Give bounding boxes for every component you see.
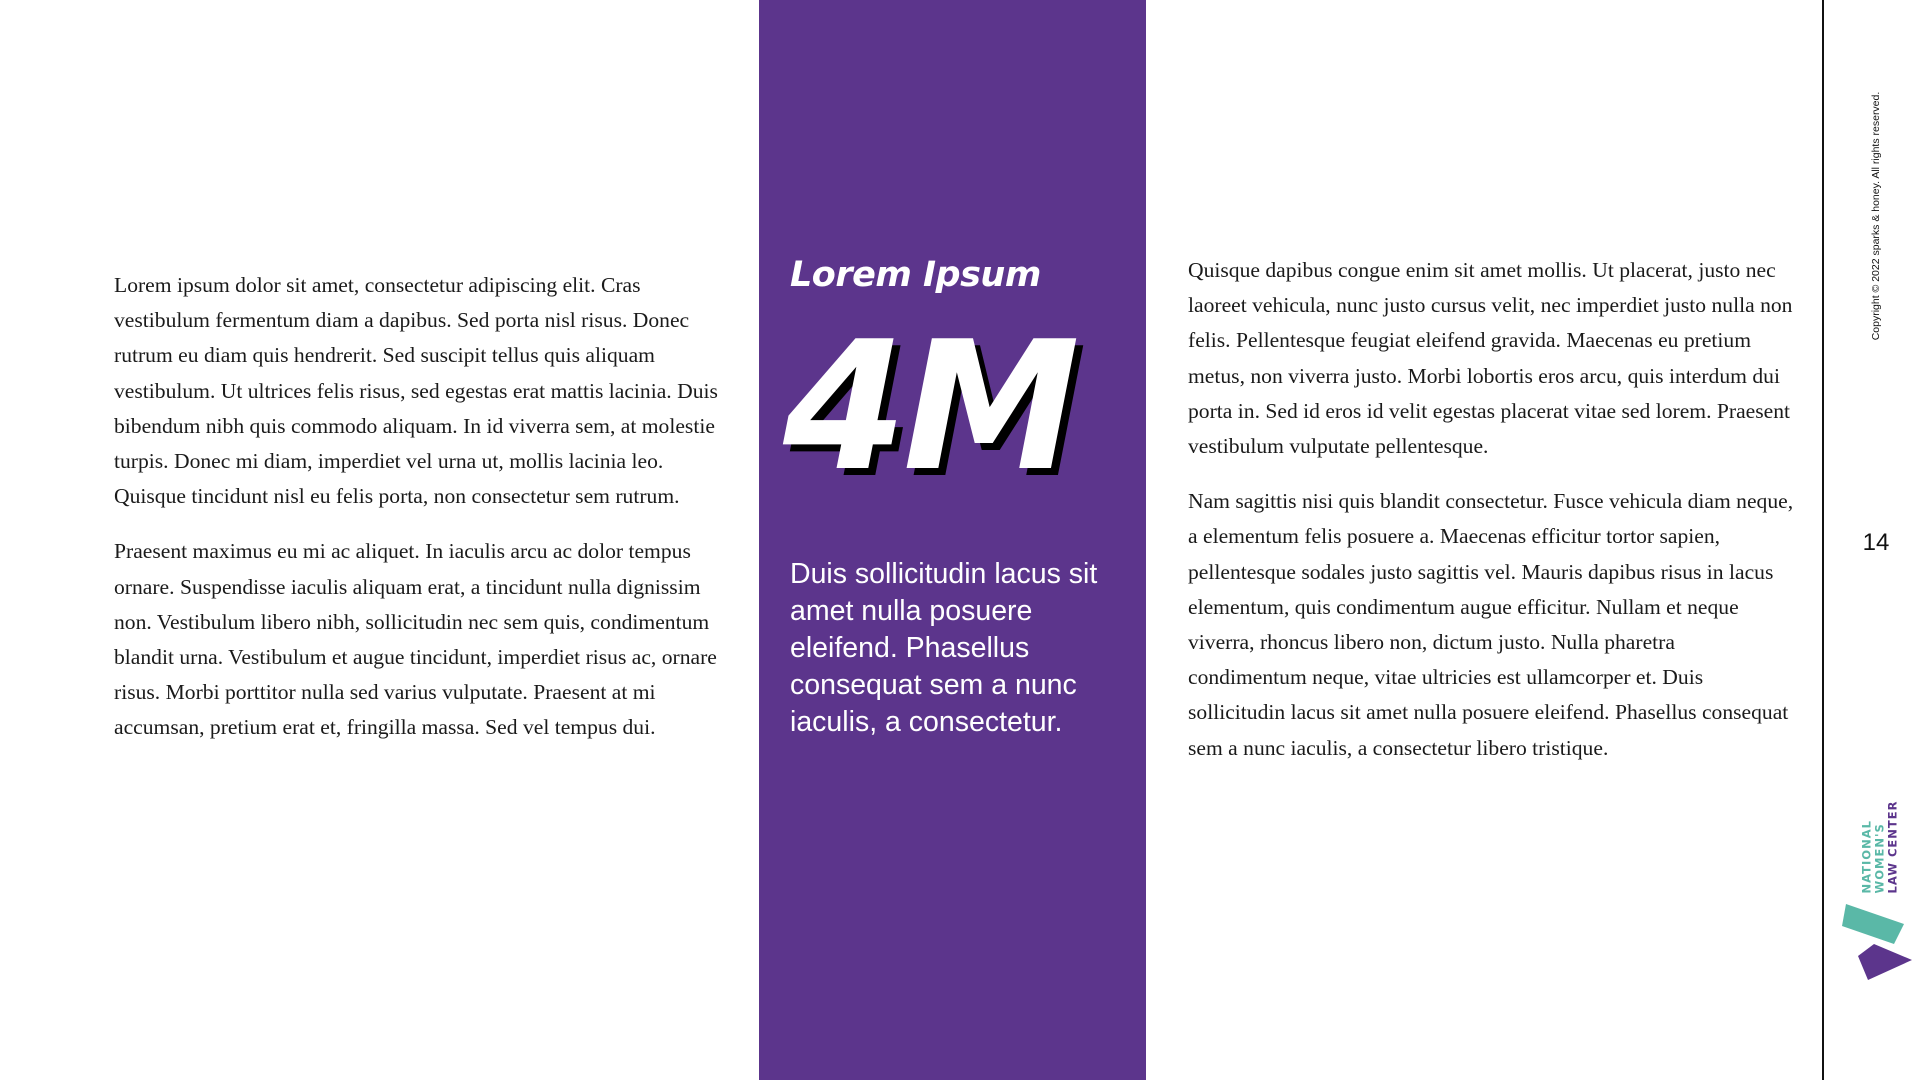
- logo-line-law-center: LAW CENTER: [1885, 800, 1900, 894]
- vertical-divider: [1822, 0, 1824, 1080]
- logo-wordmark: [1861, 801, 1900, 894]
- left-paragraph-1: Lorem ipsum dolor sit amet, consectetur adipiscing elit. Cras vestibulum fermentum diam a dapibus. Sed porta nisl risus. Donec rutrum eu diam quis hendrerit. Sed suscipit tellus quis aliquam vestibulum. Ut ultrices felis risus, sed egestas erat mattis lacinia. Duis bibendum nibh quis commodo aliquam. In id viverra sem, at molestie turpis. Donec mi diam, imperdiet vel urna ut, mollis lacinia leo. Quisque tincidunt nisl eu felis porta, non consectetur sem rutrum.: [114, 273, 718, 509]
- callout-panel: [759, 0, 1146, 1080]
- callout-stat: 4M: [783, 303, 1076, 510]
- callout-body: Duis sollicitudin lacus sit amet nulla posuere eleifend. Phasellus consequat sem a nunc iaculis, a consectetur.: [790, 558, 1098, 738]
- page-number: 14: [1862, 529, 1890, 556]
- left-text-column: [114, 268, 724, 766]
- callout-heading: Lorem Ipsum: [790, 255, 1041, 295]
- left-paragraph-2: Praesent maximus eu mi ac aliquet. In iaculis arcu ac dolor tempus ornare. Suspendisse iaculis aliquam erat, a tincidunt nulla dignissim non. Vestibulum libero nibh, sollicitudin nec sem quis, condimentum blandit urna. Vestibulum et augue tincidunt, imperdiet risus ac, ornare risus. Morbi porttitor nulla sed varius vulputate. Praesent at mi accumsan, pretium erat et, fringilla massa. Sed vel tempus dui.: [114, 539, 717, 740]
- right-paragraph-1: Quisque dapibus congue enim sit amet mollis. Ut placerat, justo nec laoreet vehicula, nunc justo cursus velit, nec imperdiet justo nulla non felis. Pellentesque feugiat eleifend gravida. Maecenas eu pretium metus, non viverra justo. Morbi lobortis eros arcu, quis interdum dui porta in. Sed id eros id velit egestas placerat vitae sed lorem. Praesent vestibulum vulputate pellentesque.: [1188, 258, 1793, 459]
- right-paragraph-2: Nam sagittis nisi quis blandit consectetur. Fusce vehicula diam neque, a elementum felis posuere a. Maecenas efficitur tortor sapien, pellentesque sodales justo sagittis vel. Mauris dapibus risus in lacus elementum, quis condimentum augue efficitur. Nullam et neque viverra, rhoncus libero non, dictum justo. Nulla pharetra condimentum neque, vitae ultricies est ullamcorper et. Duis sollicitudin lacus sit amet nulla posuere eleifend. Phasellus consequat sem a nunc iaculis, a consectetur libero tristique.: [1188, 489, 1794, 760]
- logo-line-national: NATIONAL: [1859, 820, 1874, 894]
- logo-mark-icon: [1838, 898, 1914, 982]
- copyright-notice: Copyright © 2022 sparks & honey. All rights reserved.: [1870, 91, 1882, 341]
- right-text-column: [1188, 253, 1798, 786]
- logo-purple-shape: [1858, 944, 1912, 980]
- logo-line-womens: WOMEN'S: [1872, 823, 1887, 894]
- logo-teal-shape: [1842, 904, 1904, 944]
